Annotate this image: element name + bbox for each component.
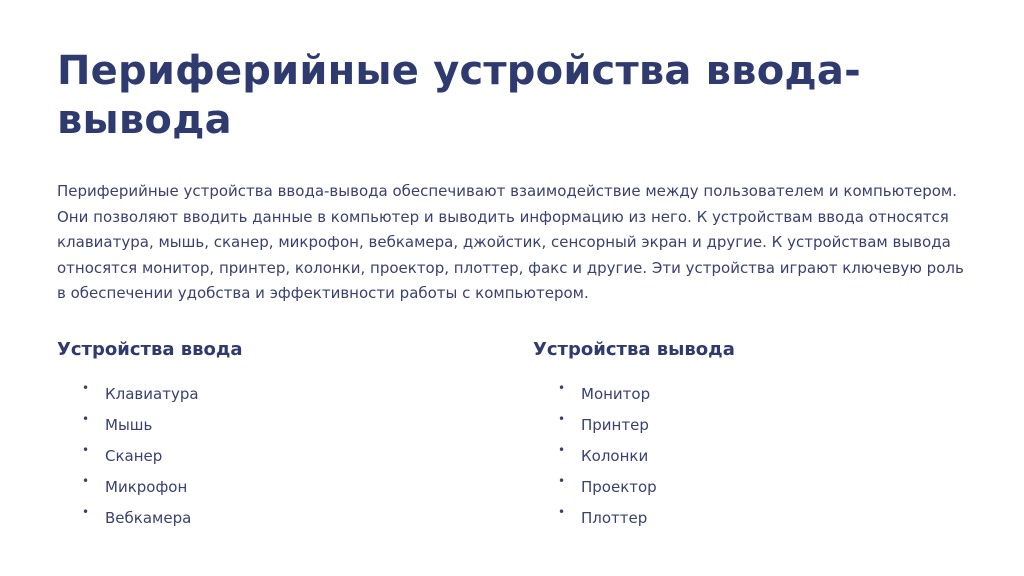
- list-item: [533, 443, 933, 474]
- list-item: [57, 474, 457, 505]
- bullet-icon: •: [558, 505, 566, 519]
- slide-title: Периферийные устройства ввода-вывода: [57, 48, 861, 143]
- bullet-icon: •: [558, 443, 566, 457]
- bullet-icon: •: [82, 474, 90, 488]
- list-item: [533, 474, 933, 505]
- bullet-icon: •: [558, 381, 566, 395]
- intro-paragraph: Периферийные устройства ввода-вывода обеспечивают взаимодействие между пользователем и компьютером. Они позволяют вводить данные в компьютер и выводить информацию из него. К устройствам ввода относятся клавиатура, мышь, сканер, микрофон, вебкамера, джойстик, сенсорный экран и другие. К устройствам вывода относятся монитор, принтер, колонки, проектор, плоттер, факс и другие. Эти устройства играют ключевую роль в обеспечении удобства и эффективности работы с компьютером.: [57, 182, 964, 303]
- list-item-label: Принтер: [581, 416, 649, 434]
- list-item-label: Мышь: [105, 416, 153, 434]
- bullet-icon: •: [558, 474, 566, 488]
- bullet-icon: •: [82, 443, 90, 457]
- list-item-label: Вебкамера: [105, 509, 192, 527]
- output-devices-heading: Устройства вывода: [533, 339, 735, 360]
- list-item: [57, 381, 457, 412]
- list-item-label: Колонки: [581, 447, 649, 465]
- input-devices-heading: Устройства ввода: [57, 339, 243, 360]
- list-item-label: Микрофон: [105, 478, 188, 496]
- output-devices-column: [533, 337, 953, 527]
- list-item: [57, 443, 457, 474]
- list-item: [533, 381, 933, 412]
- list-item: [533, 412, 933, 443]
- bullet-icon: •: [82, 505, 90, 519]
- list-item-label: Плоттер: [581, 509, 648, 527]
- input-devices-list: [57, 381, 457, 536]
- list-item: [533, 505, 933, 536]
- bullet-icon: •: [558, 412, 566, 426]
- bullet-icon: •: [82, 412, 90, 426]
- list-item: [57, 505, 457, 536]
- output-devices-list: [533, 381, 933, 536]
- list-item: [57, 412, 457, 443]
- list-item-label: Проектор: [581, 478, 657, 496]
- list-item-label: Сканер: [105, 447, 163, 465]
- input-devices-column: [57, 337, 477, 527]
- bullet-icon: •: [82, 381, 90, 395]
- list-item-label: Монитор: [581, 385, 651, 403]
- list-item-label: Клавиатура: [105, 385, 199, 403]
